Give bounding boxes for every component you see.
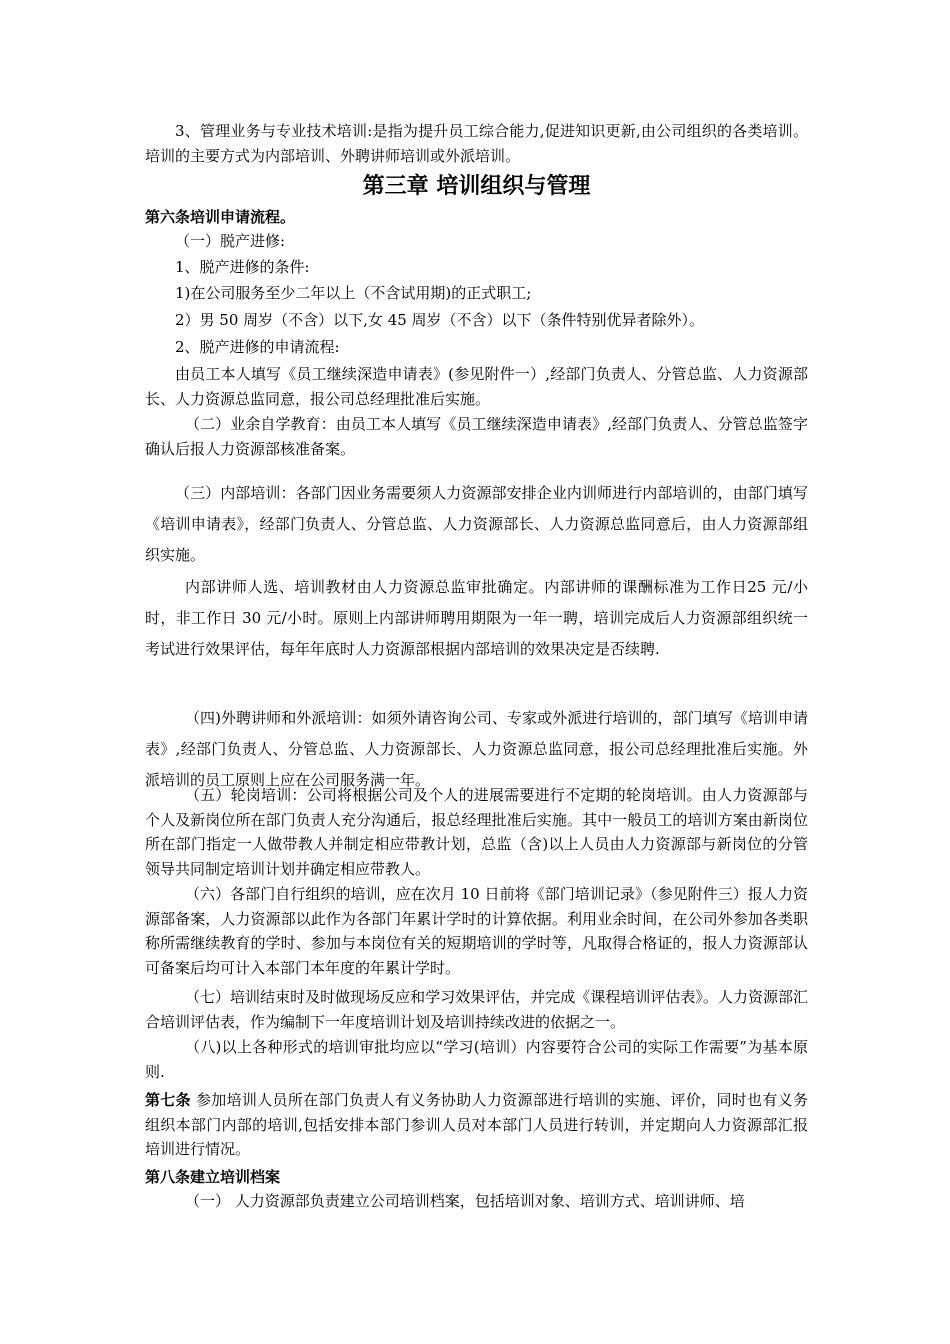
article-8-heading: 第八条建立培训档案 (145, 1168, 281, 1186)
article-6-heading: 第六条培训申请流程。 (145, 208, 296, 226)
article-7-text: 参加培训人员所在部门负责人有义务协助人力资源部进行培训的实施、评价，同时也有义务组织本部门内部的培训,包括安排本部门参训人员对本部门人员进行转训，并定期向人力资源部汇报培训进行情况。 (145, 1091, 808, 1158)
section-3: （三）内部培训：各部门因业务需要须人力资源部安排企业内训师进行内部培训的，由部门填写《培训申请表》，经部门负责人、分管总监、人力资源部长、人力资源总监同意后，由人力资源部组织实施。 (145, 484, 808, 564)
chapter-title: 第三章 培训组织与管理 (362, 174, 591, 199)
section-5: （五）轮岗培训：公司将根据公司及个人的进展需要进行不定期的轮岗培训。由人力资源部与个人及新岗位所在部门负责人充分沟通后，报总经理批准后实施。其中一般员工的培训方案由新岗位所在部门指定一人做带教人并制定相应带教计划，总监（含)以上人员由人力资源部与新岗位的分管领导共同制定培训计划并确定相应带教人。 (145, 786, 808, 878)
section-1-conditions-heading: 1、脱产进修的条件: (175, 258, 310, 276)
section-2: （二）业余自学教育：由员工本人填写《员工继续深造申请表》,经部门负责人、分管总监签字确认后报人力资源部核准备案。 (145, 415, 808, 458)
section-1-process-heading: 2、脱产进修的申请流程: (175, 338, 340, 356)
section-3-instructors: 内部讲师人选、培训教材由人力资源总监审批确定。内部讲师的课酬标准为工作日25 元/小时，非工作日 30 元/小时。原则上内部讲师聘用期限为一年一聘，培训完成后人力资源部组织统一考试进行效果评估，每年年底时人力资源部根据内部培训的效果决定是否续聘. (145, 578, 808, 658)
article-7-label: 第七条 (145, 1091, 191, 1109)
section-4: （四)外聘讲师和外派培训：如须外请咨询公司、专家或外派进行培训的，部门填写《培训申请表》,经部门负责人、分管总监、人力资源部长、人力资源总监同意，报公司总经理批准后实施。外派培训的员工原则上应在公司服务满一年。 (145, 709, 808, 789)
section-6: （六）各部门自行组织的培训，应在次月 10 日前将《部门培训记录》（参见附件三）报人力资源部备案，人力资源部以此作为各部门年累计学时的计算依据。利用业余时间，在公司外参加各类职称所需继续教育的学时、参加与本岗位有关的短期培训的学时等，凡取得合格证的，报人力资源部认可备案后均可计入本部门本年度的年累计学时。 (145, 885, 808, 977)
article-8-section-1: （一） 人力资源部负责建立公司培训档案，包括培训对象、培训方式、培训讲师、培 (185, 1192, 745, 1210)
section-1-heading: （一）脱产进修: (175, 232, 286, 250)
section-1-condition-2: 2）男 50 周岁（不含）以下,女 45 周岁（不含）以下（条件特别优异者除外）。 (175, 311, 705, 329)
section-1-condition-1: 1)在公司服务至少二年以上（不含试用期)的正式职工; (175, 284, 532, 302)
section-7: （七）培训结束时及时做现场反应和学习效果评估，并完成《课程培训评估表》。人力资源部汇合培训评估表，作为编制下一年度培训计划及培训持续改进的依据之一。 (145, 988, 808, 1031)
paragraph-intro: 3、管理业务与专业技术培训:是指为提升员工综合能力,促进知识更新,由公司组织的各类培训。培训的主要方式为内部培训、外聘讲师培训或外派培训。 (145, 122, 808, 165)
section-1-process: 由员工本人填写《员工继续深造申请表》(参见附件一）,经部门负责人、分管总监、人力资源部长、人力资源总监同意，报公司总经理批准后实施。 (145, 365, 808, 408)
article-7 (145, 1088, 808, 1162)
section-8: （八)以上各种形式的培训审批均应以“学习(培训）内容要符合公司的实际工作需要”为基本原则. (145, 1038, 808, 1081)
